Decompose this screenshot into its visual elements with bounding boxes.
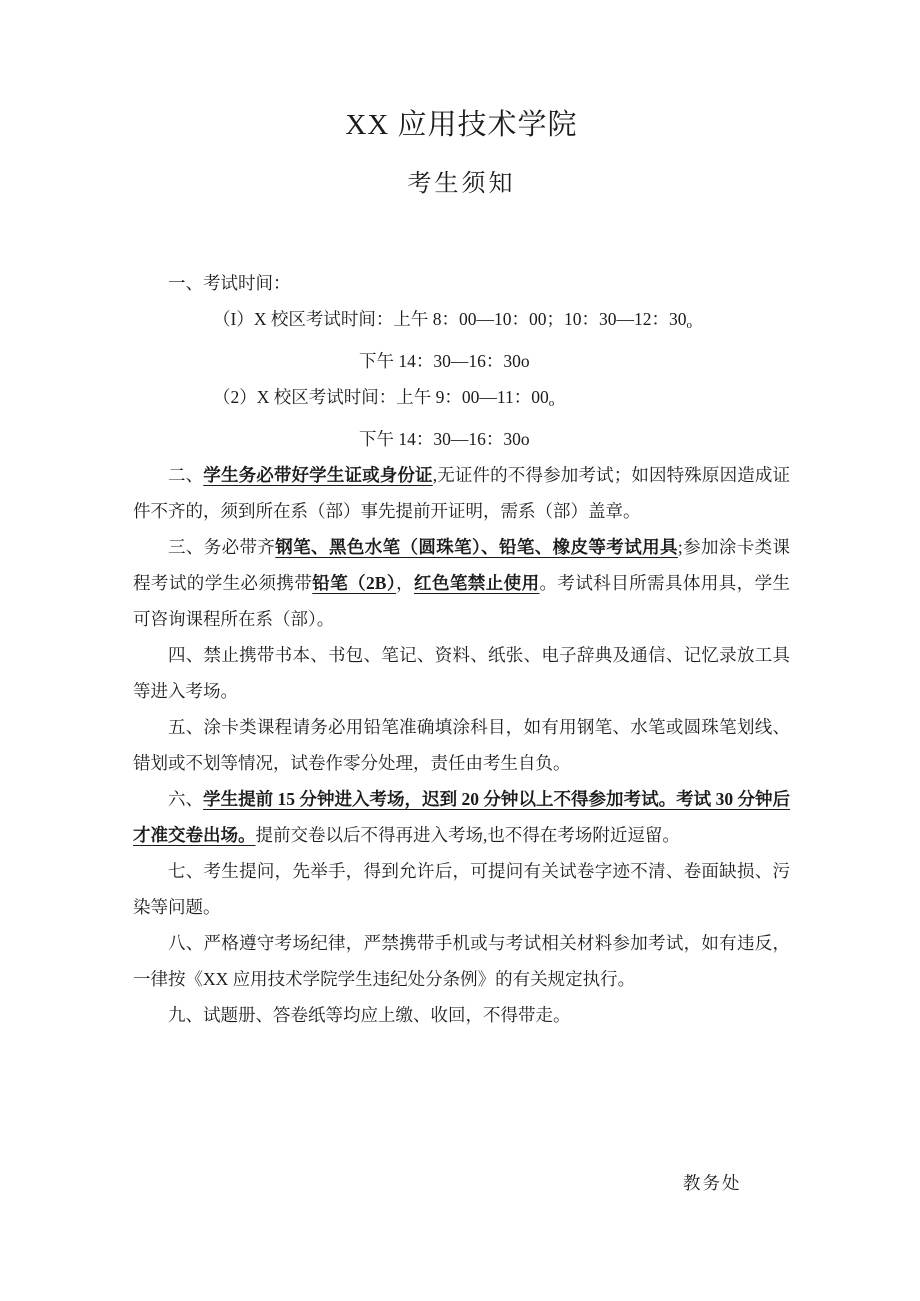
- text-run: o: [686, 319, 692, 331]
- text-run: （I）X 校区考试时间：上午 8：00—10：00；10：30—12：30: [213, 309, 687, 329]
- emphasized-run: 学生务必带好学生证或身份证: [203, 465, 433, 485]
- text-run: 八、严格遵守考场纪律，严禁携带手机或与考试相关材料参加考试，如有违反，一律按《XX 应用技术学院学生违纪处分条例》的有关规定执行。: [133, 933, 790, 989]
- text-run: ;参加涂卡类课程考试的学生必须携带: [133, 537, 790, 593]
- paragraph: [133, 343, 790, 379]
- paragraph: [133, 379, 790, 421]
- text-run: ,无证件的不得参加考试；如因特殊原因造成证件不齐的，须到所在系（部）事先提前开证明，需系（部）盖章。: [133, 465, 791, 521]
- text-run: 四、禁止携带书本、书包、笔记、资料、纸张、电子辞典及通信、记忆录放工具等进入考场。: [133, 645, 790, 701]
- paragraph: [133, 301, 790, 343]
- text-run: 下午 14：30—16：30o: [359, 429, 530, 449]
- text-run: 七、考生提问，先举手，得到允许后，可提问有关试卷字迹不清、卷面缺损、污染等问题。: [133, 861, 790, 917]
- paragraph: [133, 421, 790, 457]
- paragraph: [133, 997, 790, 1033]
- emphasized-run: 钢笔、黑色水笔（圆珠笔）、铅笔、橡皮等考试用具: [275, 537, 678, 557]
- text-run: 提前交卷以后不得再进入考场,也不得在考场附近逗留。: [255, 825, 680, 845]
- emphasized-run: 学生提前 15 分钟进入考场，迟到 20 分钟以上不得参加考试。考试 30 分钟后才准交卷出场。: [133, 789, 791, 845]
- document-body: [133, 265, 790, 1033]
- emphasized-run: 红色笔禁止使用: [414, 573, 540, 593]
- paragraph: [133, 925, 790, 997]
- text-run: 。考试科目所需具体用具，学生可咨询课程所在系（部）。: [133, 573, 791, 629]
- text-run: o: [548, 397, 555, 409]
- text-run: 六、: [168, 789, 204, 809]
- text-run: 下午 14：30—16：30o: [359, 351, 530, 371]
- signature: 教务处: [683, 1173, 742, 1193]
- paragraph: [133, 853, 790, 925]
- text-run: ，: [396, 573, 415, 593]
- document-subtitle: 考生须知: [407, 171, 516, 197]
- paragraph: [133, 637, 790, 709]
- emphasized-run: 铅笔（2B）: [312, 573, 397, 593]
- paragraph: [133, 457, 790, 529]
- text-run: 一、考试时间：: [168, 273, 291, 293]
- text-run: 五、涂卡类课程请务必用铅笔准确填涂科目，如有用钢笔、水笔或圆珠笔划线、错划或不划等情况，试卷作零分处理，责任由考生自负。: [133, 717, 790, 773]
- text-run: （2）X 校区考试时间：上午 9：00—11：00: [213, 387, 549, 407]
- text-run: 二、: [168, 465, 204, 485]
- document-title: XX 应用技术学院: [345, 109, 578, 141]
- paragraph: [133, 781, 790, 853]
- paragraph: [133, 265, 790, 301]
- paragraph: [133, 529, 790, 637]
- text-run: 九、试题册、答卷纸等均应上缴、收回，不得带走。: [168, 1005, 571, 1025]
- text-run: 三、务必带齐: [168, 537, 276, 557]
- paragraph: [133, 709, 790, 781]
